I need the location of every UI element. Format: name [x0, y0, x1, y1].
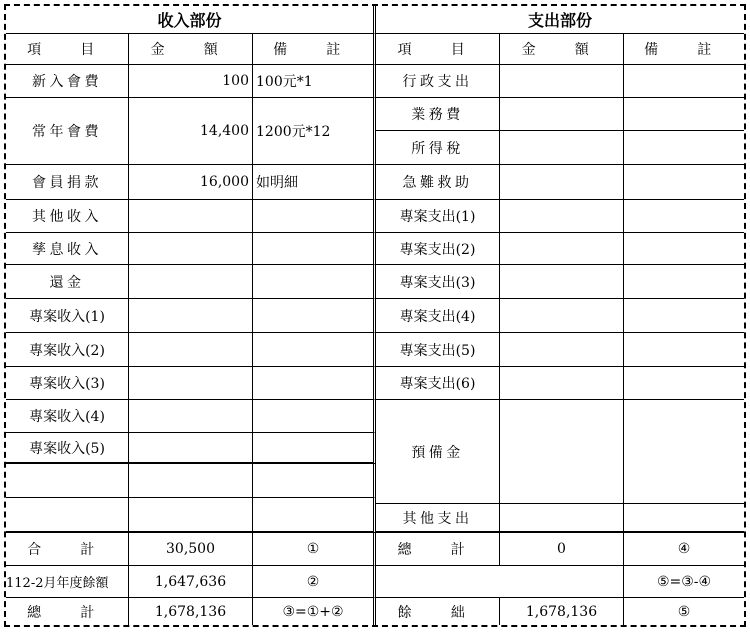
expense-item: 行政支出 — [376, 65, 500, 98]
income-blank-cell — [6, 498, 129, 533]
income-amount — [129, 333, 253, 367]
expense-total-amount: 0 — [500, 533, 624, 566]
income-amount — [129, 299, 253, 333]
expense-item: 專案支出(5) — [376, 333, 500, 367]
income-amount: 100 — [129, 65, 253, 98]
income-item: 其他收入 — [6, 200, 129, 233]
expense-note — [624, 131, 744, 165]
expense-title: 支出部份 — [376, 6, 744, 34]
balance-amount: 1,678,136 — [500, 598, 624, 625]
expense-amount — [500, 165, 624, 200]
expense-note — [624, 367, 744, 400]
income-item: 還金 — [6, 265, 129, 299]
expense-note — [624, 98, 744, 131]
expense-note — [624, 265, 744, 299]
expense-amount — [500, 65, 624, 98]
income-note: 100元*1 — [253, 65, 376, 98]
income-note — [253, 265, 376, 299]
income-note: 1200元*12 — [253, 98, 376, 165]
income-note — [253, 299, 376, 333]
income-subtotal-amount: 30,500 — [129, 533, 253, 566]
expense-total-note: ④ — [624, 533, 744, 566]
income-title: 收入部份 — [6, 6, 376, 34]
income-note — [253, 233, 376, 265]
expense-note — [624, 65, 744, 98]
budget-table — [4, 4, 746, 627]
income-item: 專案收入(1) — [6, 299, 129, 333]
expense-item: 預備金 — [376, 400, 500, 504]
income-amount — [129, 265, 253, 299]
balance-label: 餘 絀 — [376, 598, 500, 625]
balance-note: ⑤ — [677, 603, 691, 620]
income-item: 專案收入(4) — [6, 400, 129, 433]
income-note — [253, 333, 376, 367]
expense-header-amount: 金 額 — [500, 34, 624, 65]
expense-item: 業務費 — [376, 98, 500, 131]
income-header-amount: 金 額 — [129, 34, 253, 65]
expense-amount — [500, 299, 624, 333]
income-note — [253, 400, 376, 433]
expense-note — [624, 200, 744, 233]
income-blank-cell — [6, 464, 129, 498]
income-item: 孳息收入 — [6, 233, 129, 265]
carry-over-label: 112-2月年度餘額 — [6, 566, 129, 598]
income-amount — [129, 433, 253, 464]
expense-amount — [500, 200, 624, 233]
carry-over-note: ② — [253, 566, 376, 598]
expense-item: 專案支出(3) — [376, 265, 500, 299]
expense-total-label: 總 計 — [376, 533, 500, 566]
income-header-note: 備 註 — [253, 34, 376, 65]
income-amount: 14,400 — [129, 98, 253, 165]
expense-amount — [500, 333, 624, 367]
income-subtotal-note: ① — [253, 533, 376, 566]
expense-amount — [500, 131, 624, 165]
income-amount — [129, 200, 253, 233]
income-item: 專案收入(5) — [6, 433, 129, 464]
expense-item: 專案支出(6) — [376, 367, 500, 400]
income-note: 如明細 — [253, 165, 376, 200]
expense-amount — [500, 98, 624, 131]
income-item: 新入會費 — [6, 65, 129, 98]
expense-header-item: 項 目 — [376, 34, 500, 65]
expense-note — [624, 299, 744, 333]
income-total-label: 總 計 — [6, 598, 129, 625]
expense-item: 急難救助 — [376, 165, 500, 200]
carry-over-amount: 1,647,636 — [129, 566, 253, 598]
expense-note — [624, 333, 744, 367]
income-header-item: 項 目 — [6, 34, 129, 65]
income-subtotal-label: 合 計 — [6, 533, 129, 566]
income-item: 會員捐款 — [6, 165, 129, 200]
income-amount — [129, 400, 253, 433]
income-total-note: ③=①+② — [253, 598, 376, 625]
income-item: 專案收入(2) — [6, 333, 129, 367]
expense-note — [624, 504, 744, 533]
expense-amount — [500, 400, 624, 504]
expense-item: 專案支出(4) — [376, 299, 500, 333]
expense-amount — [500, 233, 624, 265]
expense-item: 所得稅 — [376, 131, 500, 165]
expense-item: 專案支出(2) — [376, 233, 500, 265]
expense-amount — [500, 504, 624, 533]
expense-amount — [500, 367, 624, 400]
expense-header-note: 備 註 — [624, 34, 744, 65]
income-amount — [129, 367, 253, 400]
income-blank-cell — [129, 464, 253, 498]
income-note — [253, 367, 376, 400]
income-blank-cell — [129, 498, 253, 533]
income-item: 常年會費 — [6, 98, 129, 165]
income-note — [253, 433, 376, 464]
expense-item: 專案支出(1) — [376, 200, 500, 233]
income-amount — [129, 233, 253, 265]
expense-item: 其他支出 — [376, 504, 500, 533]
expense-note — [624, 233, 744, 265]
income-blank-cell — [253, 498, 376, 533]
formula-note: ⑤=③-④ — [624, 566, 744, 598]
expense-amount — [500, 265, 624, 299]
income-total-amount: 1,678,136 — [129, 598, 253, 625]
income-amount: 16,000 — [129, 165, 253, 200]
expense-note — [624, 400, 744, 504]
income-item: 專案收入(3) — [6, 367, 129, 400]
income-blank-cell — [253, 464, 376, 498]
income-note — [253, 200, 376, 233]
expense-blank-cell — [376, 566, 624, 598]
expense-note — [624, 165, 744, 200]
